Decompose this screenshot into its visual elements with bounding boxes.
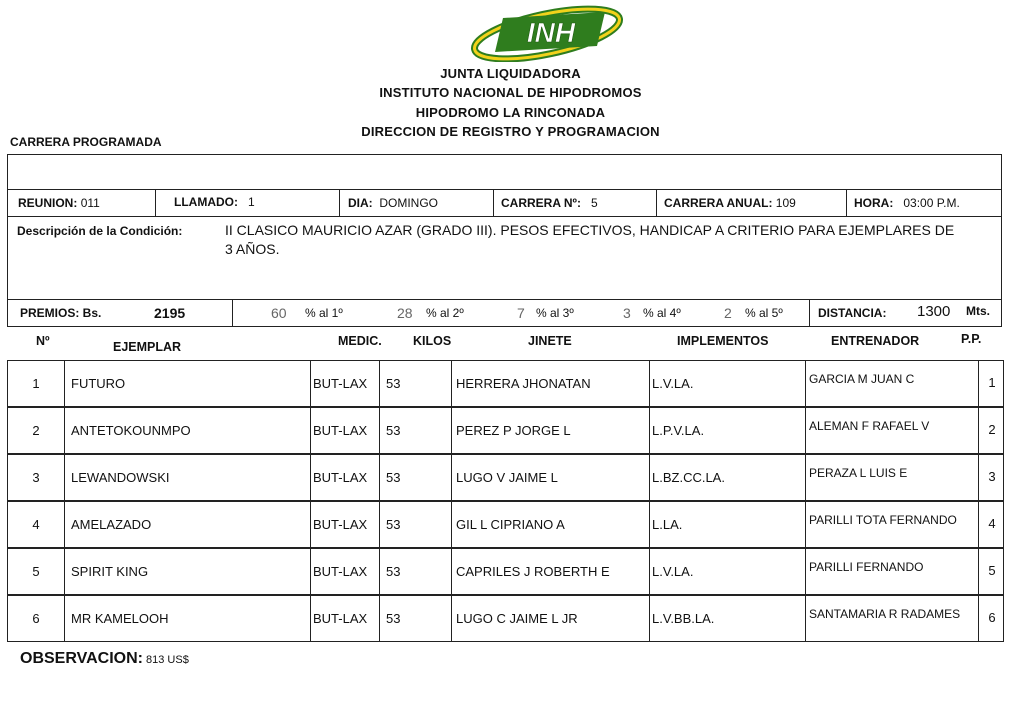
row-ejemplar: ANTETOKOUNMPO xyxy=(71,423,191,438)
premio-3-pct: 7 xyxy=(517,305,525,321)
row-jinete: GIL L CIPRIANO A xyxy=(456,517,565,532)
row-implementos: L.V.LA. xyxy=(652,376,694,391)
row-jinete: CAPRILES J ROBERTH E xyxy=(456,564,610,579)
header-line-3: HIPODROMO LA RINCONADA xyxy=(415,105,606,120)
dia-label: DIA: xyxy=(348,196,373,210)
premio-4-label: % al 4º xyxy=(643,306,681,320)
row-implementos: L.BZ.CC.LA. xyxy=(652,470,725,485)
row-pp: 4 xyxy=(988,516,996,531)
row-entrenador: PARILLI FERNANDO xyxy=(809,560,924,574)
row-num: 3 xyxy=(32,470,40,485)
table-row xyxy=(7,501,1004,548)
row-kilos: 53 xyxy=(386,611,401,626)
condicion-text: II CLASICO MAURICIO AZAR (GRADO III). PESOS EFECTIVOS, HANDICAP A CRITERIO PARA EJEMPLARES DE 3 AÑOS. xyxy=(225,222,955,257)
row-implementos: L.P.V.LA. xyxy=(652,423,705,438)
table-row xyxy=(7,548,1004,595)
observacion-value: 813 US$ xyxy=(146,654,189,666)
info-row xyxy=(7,189,1002,217)
row-entrenador: SANTAMARIA R RADAMES xyxy=(809,607,961,621)
row-jinete: LUGO V JAIME L xyxy=(456,470,558,485)
row-kilos: 53 xyxy=(386,564,401,579)
col-jinete: JINETE xyxy=(528,334,572,348)
llamado-label: LLAMADO: xyxy=(174,195,238,209)
row-ejemplar: MR KAMELOOH xyxy=(71,611,169,626)
section-title: CARRERA PROGRAMADA xyxy=(10,135,162,149)
col-ejemplar: EJEMPLAR xyxy=(113,340,182,354)
row-kilos: 53 xyxy=(386,517,401,532)
row-pp: 2 xyxy=(988,422,996,437)
premio-5-pct: 2 xyxy=(724,305,732,321)
premios-row xyxy=(7,299,1002,327)
col-medic: MEDIC. xyxy=(338,334,382,348)
row-medic: BUT-LAX xyxy=(313,423,368,438)
premios-total: 2195 xyxy=(154,305,186,321)
blank-box xyxy=(7,154,1002,190)
distancia-unit: Mts. xyxy=(966,304,990,318)
hora-value: 03:00 P.M. xyxy=(903,196,960,210)
premio-2-pct: 28 xyxy=(397,305,413,321)
header-line-2: INSTITUTO NACIONAL DE HIPODROMOS xyxy=(379,85,642,100)
reunion-label: REUNION: xyxy=(18,196,78,210)
row-medic: BUT-LAX xyxy=(313,611,368,626)
row-pp: 6 xyxy=(988,610,996,625)
col-pp: P.P. xyxy=(961,332,982,346)
row-medic: BUT-LAX xyxy=(313,517,368,532)
row-ejemplar: FUTURO xyxy=(71,376,126,391)
premio-1-pct: 60 xyxy=(271,305,287,321)
condicion-label: Descripción de la Condición: xyxy=(17,224,183,238)
row-num: 1 xyxy=(32,376,40,391)
anual-label: CARRERA ANUAL: xyxy=(664,196,773,210)
logo-text: INH xyxy=(526,17,576,48)
row-implementos: L.LA. xyxy=(652,517,683,532)
row-num: 2 xyxy=(32,423,40,438)
carrera-label: CARRERA Nº: xyxy=(501,196,581,210)
premio-4-pct: 3 xyxy=(623,305,631,321)
premio-2-label: % al 2º xyxy=(426,306,464,320)
row-ejemplar: AMELAZADO xyxy=(71,517,152,532)
row-jinete: HERRERA JHONATAN xyxy=(456,376,591,391)
hora-label: HORA: xyxy=(854,196,894,210)
row-medic: BUT-LAX xyxy=(313,376,368,391)
row-ejemplar: SPIRIT KING xyxy=(71,564,149,579)
row-entrenador: GARCIA M JUAN C xyxy=(809,372,915,386)
distancia-value: 1300 xyxy=(917,302,951,320)
row-implementos: L.V.LA. xyxy=(652,564,694,579)
premios-label: PREMIOS: Bs. xyxy=(20,306,102,320)
premio-1-label: % al 1º xyxy=(305,306,343,320)
row-medic: BUT-LAX xyxy=(313,470,368,485)
inh-logo xyxy=(455,0,635,62)
row-jinete: LUGO C JAIME L JR xyxy=(456,611,578,626)
col-kilos: KILOS xyxy=(413,334,452,348)
row-pp: 3 xyxy=(988,469,996,484)
carrera-value: 5 xyxy=(590,196,598,210)
header-line-4: DIRECCION DE REGISTRO Y PROGRAMACION xyxy=(361,124,660,139)
row-pp: 5 xyxy=(988,563,996,578)
table-row xyxy=(7,595,1004,642)
col-implementos: IMPLEMENTOS xyxy=(677,334,769,348)
premio-3-label: % al 3º xyxy=(536,306,574,320)
row-num: 4 xyxy=(32,517,40,532)
premio-5-label: % al 5º xyxy=(745,306,783,320)
table-row xyxy=(7,360,1004,407)
row-kilos: 53 xyxy=(386,470,401,485)
row-num: 6 xyxy=(32,611,40,626)
row-entrenador: ALEMAN F RAFAEL V xyxy=(809,419,930,433)
row-ejemplar: LEWANDOWSKI xyxy=(71,470,170,485)
row-implementos: L.V.BB.LA. xyxy=(652,611,715,626)
row-medic: BUT-LAX xyxy=(313,564,368,579)
row-num: 5 xyxy=(32,564,40,579)
col-num: Nº xyxy=(36,334,50,348)
row-kilos: 53 xyxy=(386,376,401,391)
row-pp: 1 xyxy=(988,375,996,390)
condicion-box xyxy=(7,216,1002,300)
col-entrenador: ENTRENADOR xyxy=(831,334,920,348)
header-line-1: JUNTA LIQUIDADORA xyxy=(440,66,581,81)
llamado-value: 1 xyxy=(248,195,255,209)
anual-value: 109 xyxy=(775,196,796,210)
row-entrenador: PARILLI TOTA FERNANDO xyxy=(809,513,957,527)
dia-value: DOMINGO xyxy=(379,196,439,210)
row-entrenador: PERAZA L LUIS E xyxy=(809,466,908,480)
table-row xyxy=(7,454,1004,501)
table-row xyxy=(7,407,1004,454)
distancia-label: DISTANCIA: xyxy=(818,306,887,320)
row-jinete: PEREZ P JORGE L xyxy=(456,423,571,438)
observacion-label: OBSERVACION: xyxy=(20,650,143,667)
row-kilos: 53 xyxy=(386,423,401,438)
reunion-value: 011 xyxy=(80,196,100,210)
